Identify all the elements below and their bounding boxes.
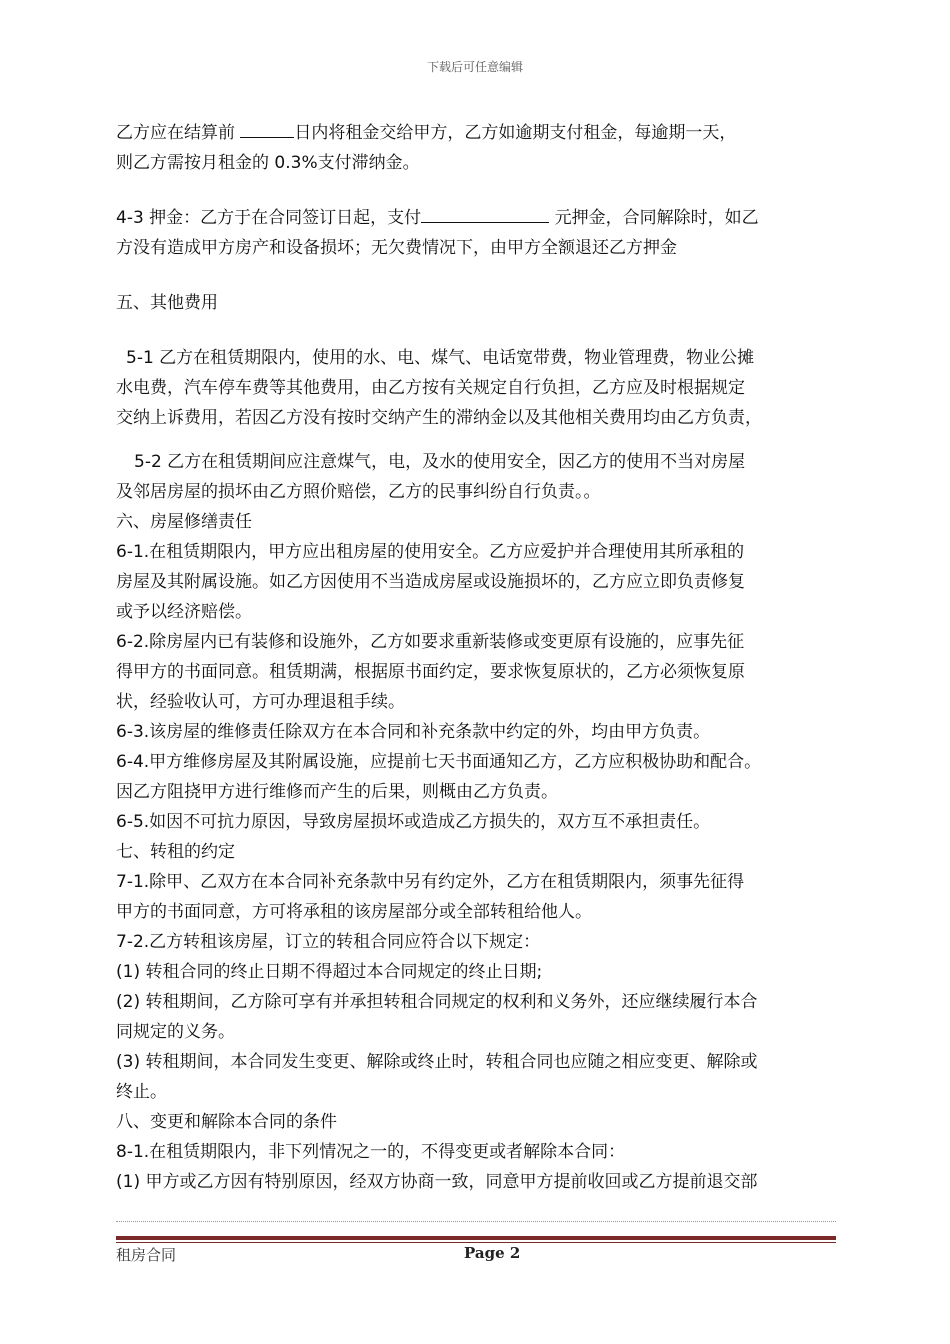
section-heading: 七、转租的约定	[116, 842, 235, 862]
paragraph: 6-1.在租赁期限内，甲方应出租房屋的使用安全。乙方应爱护并合理使用其所承租的	[116, 542, 745, 562]
paragraph: 得甲方的书面同意。租赁期满，根据原书面约定，要求恢复原状的，乙方必须恢复原	[116, 662, 745, 682]
footer-rule	[116, 1236, 836, 1243]
text: 日内将租金交给甲方，乙方如逾期支付租金，每逾期一天，	[294, 123, 737, 143]
paragraph	[116, 203, 836, 233]
paragraph: 6-2.除房屋内已有装修和设施外，乙方如要求重新装修或变更原有设施的，应事先征	[116, 632, 745, 652]
footer-dotted-line	[116, 1221, 836, 1222]
paragraph: 则乙方需按月租金的 0.3%支付滞纳金。	[116, 153, 420, 173]
section-heading: 六、房屋修缮责任	[116, 512, 252, 532]
paragraph: 8-1.在租赁期限内，非下列情况之一的，不得变更或者解除本合同：	[116, 1142, 626, 1162]
paragraph: 交纳上诉费用，若因乙方没有按时交纳产生的滞纳金以及其他相关费用均由乙方负责，	[116, 408, 762, 428]
paragraph: 甲方的书面同意，方可将承租的该房屋部分或全部转租给他人。	[116, 902, 592, 922]
text: 4-3 押金：乙方于在合同签订日起，支付	[116, 208, 422, 228]
text: 乙方应在结算前	[116, 123, 241, 143]
paragraph	[116, 118, 836, 148]
text: 元押金，合同解除时，如乙	[549, 208, 759, 228]
paragraph: 房屋及其附属设施。如乙方因使用不当造成房屋或设施损坏的，乙方应立即负责修复	[116, 572, 745, 592]
paragraph: 5-1 乙方在租赁期限内，使用的水、电、煤气、电话宽带费，物业管理费，物业公摊	[126, 348, 755, 368]
section-heading: 五、其他费用	[116, 293, 218, 313]
paragraph: 方没有造成甲方房产和设备损坏；无欠费情况下，由甲方全额退还乙方押金	[116, 238, 677, 258]
paragraph: 7-2.乙方转租该房屋，订立的转租合同应符合以下规定：	[116, 932, 541, 952]
page-number: Page 2	[464, 1244, 521, 1262]
paragraph: 状，经验收认可，方可办理退租手续。	[116, 692, 405, 712]
fill-blank-deposit[interactable]	[421, 204, 549, 223]
paragraph: 6-3.该房屋的维修责任除双方在本合同和补充条款中约定的外，均由甲方负责。	[116, 722, 711, 742]
paragraph: (2) 转租期间，乙方除可享有并承担转租合同规定的权利和义务外，还应继续履行本合	[116, 992, 758, 1012]
paragraph: (1) 甲方或乙方因有特别原因，经双方协商一致，同意甲方提前收回或乙方提前退交部	[116, 1172, 758, 1192]
footer-title: 租房合同	[116, 1246, 177, 1264]
paragraph: 或予以经济赔偿。	[116, 602, 252, 622]
paragraph: 同规定的义务。	[116, 1022, 235, 1042]
paragraph: 6-5.如因不可抗力原因，导致房屋损坏或造成乙方损失的，双方互不承担责任。	[116, 812, 711, 832]
paragraph: 水电费，汽车停车费等其他费用，由乙方按有关规定自行负担，乙方应及时根据规定	[116, 378, 745, 398]
paragraph: 因乙方阻挠甲方进行维修而产生的后果，则概由乙方负责。	[116, 782, 558, 802]
paragraph: 6-4.甲方维修房屋及其附属设施，应提前七天书面通知乙方，乙方应积极协助和配合。	[116, 752, 762, 772]
paragraph: (1) 转租合同的终止日期不得超过本合同规定的终止日期;	[116, 962, 543, 982]
paragraph: 终止。	[116, 1082, 167, 1102]
contract-body	[116, 118, 836, 1197]
paragraph: (3) 转租期间，本合同发生变更、解除或终止时，转租合同也应随之相应变更、解除或	[116, 1052, 758, 1072]
paragraph: 及邻居房屋的损坏由乙方照价赔偿，乙方的民事纠纷自行负责。。	[116, 482, 601, 502]
paragraph: 7-1.除甲、乙双方在本合同补充条款中另有约定外，乙方在租赁期限内，须事先征得	[116, 872, 745, 892]
fill-blank-days[interactable]	[240, 119, 294, 138]
section-heading: 八、变更和解除本合同的条件	[116, 1112, 337, 1132]
paragraph: 5-2 乙方在租赁期间应注意煤气，电，及水的使用安全，因乙方的使用不当对房屋	[134, 452, 746, 472]
header-note: 下载后可任意编辑	[426, 60, 523, 74]
